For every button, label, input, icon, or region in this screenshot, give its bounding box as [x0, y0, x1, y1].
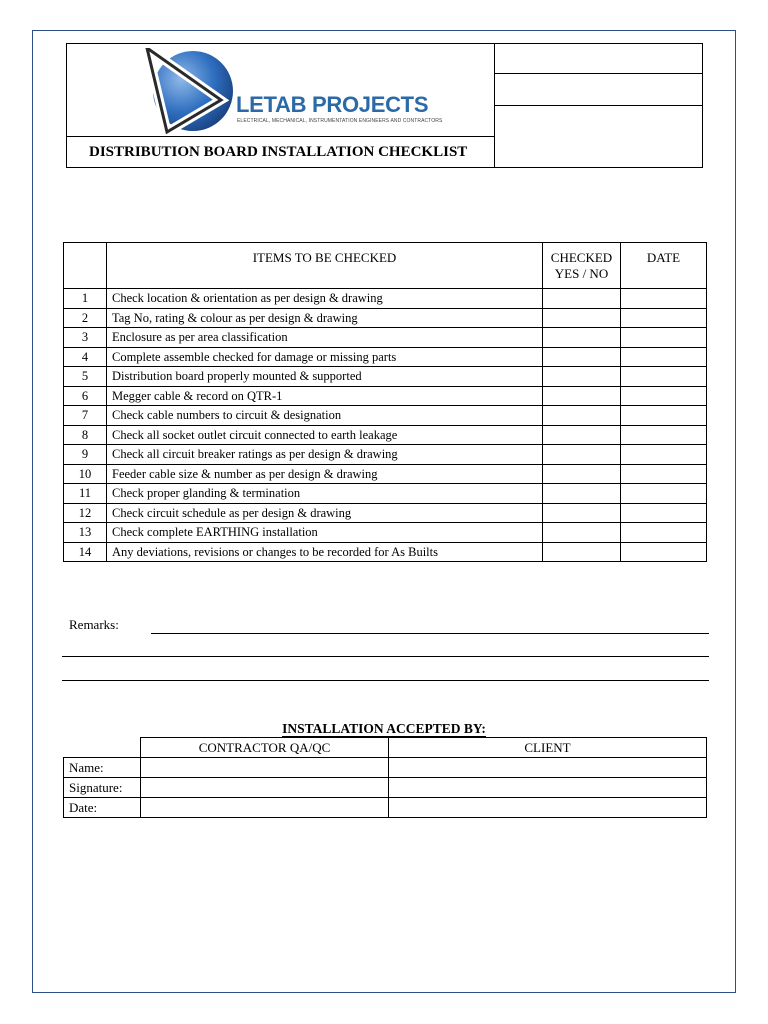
item-number: 14 [64, 542, 107, 562]
item-text: Tag No, rating & colour as per design & drawing [107, 308, 543, 328]
contractor-date-field[interactable] [141, 798, 389, 818]
date-cell[interactable] [621, 484, 707, 504]
item-text: Complete assemble checked for damage or missing parts [107, 347, 543, 367]
remarks-line-2[interactable] [62, 656, 709, 657]
item-number: 1 [64, 289, 107, 309]
header-checked-line2: YES / NO [554, 266, 609, 281]
date-cell[interactable] [621, 308, 707, 328]
client-date-field[interactable] [389, 798, 707, 818]
acceptance-table [63, 737, 707, 818]
date-cell[interactable] [621, 542, 707, 562]
header-date: DATE [621, 243, 707, 289]
acceptance-corner [64, 738, 141, 758]
remarks-line-1[interactable] [151, 633, 709, 634]
date-cell[interactable] [621, 328, 707, 348]
table-row [64, 308, 707, 328]
table-row [64, 523, 707, 543]
logo-name: LETAB PROJECTS [236, 92, 429, 117]
checked-cell[interactable] [543, 503, 621, 523]
header-blank-cell-3[interactable] [495, 106, 703, 168]
table-row [64, 289, 707, 309]
item-text: Megger cable & record on QTR-1 [107, 386, 543, 406]
header-blank-cell-2[interactable] [495, 74, 703, 106]
header-checked [543, 243, 621, 289]
header-items: ITEMS TO BE CHECKED [107, 243, 543, 289]
checked-cell[interactable] [543, 308, 621, 328]
item-text: Check location & orientation as per design & drawing [107, 289, 543, 309]
item-text: Any deviations, revisions or changes to be recorded for As Builts [107, 542, 543, 562]
item-text: Check complete EARTHING installation [107, 523, 543, 543]
remarks-line-3[interactable] [62, 680, 709, 681]
checked-cell[interactable] [543, 328, 621, 348]
header-table [66, 43, 703, 168]
checked-cell[interactable] [543, 484, 621, 504]
checked-cell[interactable] [543, 367, 621, 387]
item-text: Feeder cable size & number as per design & drawing [107, 464, 543, 484]
logo-globe-icon [143, 48, 238, 134]
contractor-signature-field[interactable] [141, 778, 389, 798]
item-text: Enclosure as per area classification [107, 328, 543, 348]
checked-cell[interactable] [543, 542, 621, 562]
table-row [64, 798, 707, 818]
checked-cell[interactable] [543, 425, 621, 445]
checked-cell[interactable] [543, 406, 621, 426]
table-row [64, 445, 707, 465]
date-cell[interactable] [621, 425, 707, 445]
checked-cell[interactable] [543, 523, 621, 543]
table-row [64, 347, 707, 367]
date-cell[interactable] [621, 503, 707, 523]
date-cell[interactable] [621, 445, 707, 465]
header-number [64, 243, 107, 289]
header-client: CLIENT [389, 738, 707, 758]
name-label: Name: [64, 758, 141, 778]
item-number: 12 [64, 503, 107, 523]
item-text: Check cable numbers to circuit & designation [107, 406, 543, 426]
acceptance-title [0, 721, 768, 737]
date-cell[interactable] [621, 367, 707, 387]
acceptance-header-row [64, 738, 707, 758]
item-number: 4 [64, 347, 107, 367]
document-title: DISTRIBUTION BOARD INSTALLATION CHECKLIST [67, 137, 495, 168]
header-blank-cell-1[interactable] [495, 44, 703, 74]
checklist-table [63, 242, 707, 562]
date-cell[interactable] [621, 406, 707, 426]
item-text: Check proper glanding & termination [107, 484, 543, 504]
checklist-header-row [64, 243, 707, 289]
checked-cell[interactable] [543, 347, 621, 367]
item-number: 8 [64, 425, 107, 445]
date-cell[interactable] [621, 464, 707, 484]
contractor-name-field[interactable] [141, 758, 389, 778]
item-number: 13 [64, 523, 107, 543]
item-number: 10 [64, 464, 107, 484]
date-cell[interactable] [621, 523, 707, 543]
item-text: Distribution board properly mounted & supported [107, 367, 543, 387]
item-number: 6 [64, 386, 107, 406]
table-row [64, 542, 707, 562]
item-number: 7 [64, 406, 107, 426]
signature-label: Signature: [64, 778, 141, 798]
table-row [64, 367, 707, 387]
logo-cell [67, 44, 495, 137]
header-checked-line1: CHECKED [550, 250, 613, 265]
client-name-field[interactable] [389, 758, 707, 778]
table-row [64, 778, 707, 798]
date-cell[interactable] [621, 386, 707, 406]
table-row [64, 503, 707, 523]
table-row [64, 464, 707, 484]
checked-cell[interactable] [543, 445, 621, 465]
table-row [64, 328, 707, 348]
table-row [64, 425, 707, 445]
table-row [64, 386, 707, 406]
item-text: Check circuit schedule as per design & drawing [107, 503, 543, 523]
checked-cell[interactable] [543, 289, 621, 309]
client-signature-field[interactable] [389, 778, 707, 798]
date-cell[interactable] [621, 289, 707, 309]
checked-cell[interactable] [543, 386, 621, 406]
remarks-label: Remarks: [69, 617, 119, 632]
company-logo [143, 48, 503, 134]
item-number: 11 [64, 484, 107, 504]
header-contractor: CONTRACTOR QA/QC [141, 738, 389, 758]
item-number: 5 [64, 367, 107, 387]
date-cell[interactable] [621, 347, 707, 367]
item-text: Check all circuit breaker ratings as per design & drawing [107, 445, 543, 465]
date-label: Date: [64, 798, 141, 818]
table-row [64, 484, 707, 504]
item-number: 9 [64, 445, 107, 465]
checked-cell[interactable] [543, 464, 621, 484]
acceptance-title-text: INSTALLATION ACCEPTED BY: [282, 721, 486, 736]
logo-tagline: ELECTRICAL, MECHANICAL, INSTRUMENTATION ENGINEERS AND CONTRACTORS [237, 118, 443, 124]
item-number: 3 [64, 328, 107, 348]
table-row [64, 758, 707, 778]
item-text: Check all socket outlet circuit connected to earth leakage [107, 425, 543, 445]
item-number: 2 [64, 308, 107, 328]
table-row [64, 406, 707, 426]
